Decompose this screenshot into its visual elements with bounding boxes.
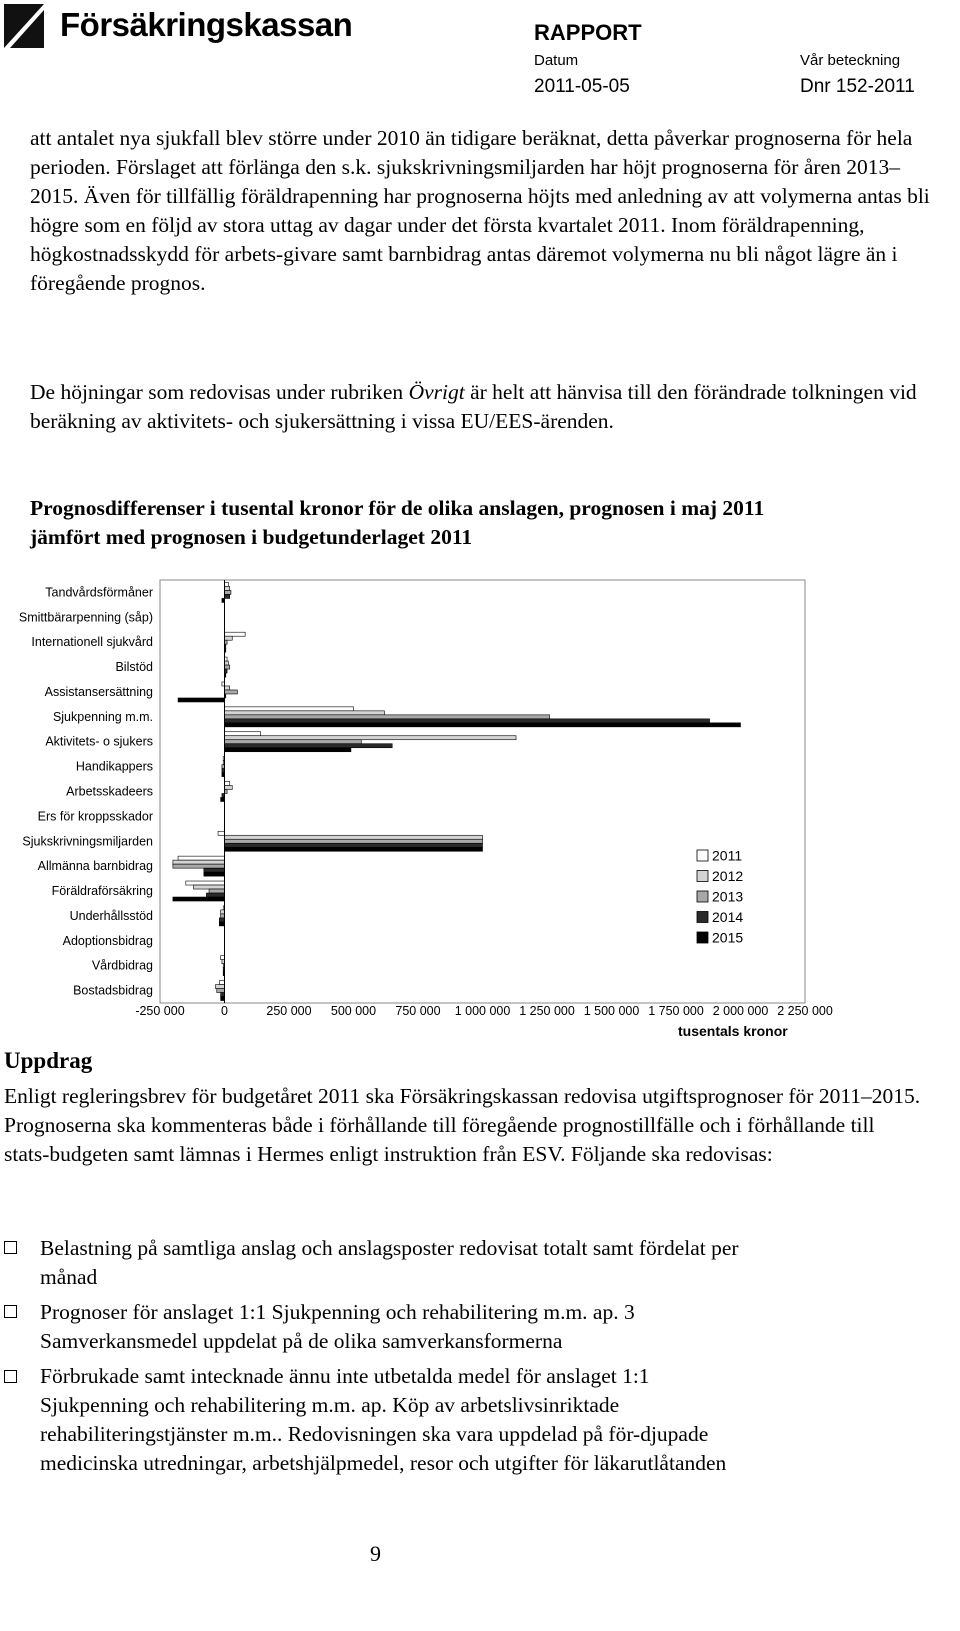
bar-2013 bbox=[225, 590, 231, 594]
bar-2014 bbox=[206, 893, 224, 897]
bar-2011 bbox=[178, 856, 224, 860]
legend-swatch-2012 bbox=[697, 871, 708, 882]
category-label: Allmänna barnbidrag bbox=[37, 859, 153, 874]
bar-2013 bbox=[217, 989, 225, 993]
category-label: Bostadsbidrag bbox=[73, 983, 153, 998]
bar-2013 bbox=[225, 839, 483, 843]
logo-text: Försäkringskassan bbox=[60, 6, 353, 43]
x-tick-label: -250 000 bbox=[135, 1004, 185, 1018]
bars bbox=[173, 582, 744, 1000]
x-tick-label: 1 750 000 bbox=[648, 1004, 704, 1018]
bullet-1-text: Belastning på samtliga anslag och anslagsposter redovisat totalt samt fördelat per månad bbox=[40, 1236, 739, 1289]
legend-label-2012: 2012 bbox=[712, 868, 744, 884]
bar-2013 bbox=[225, 690, 238, 694]
category-label: Adoptionsbidrag bbox=[62, 933, 153, 948]
x-tick-label: 0 bbox=[221, 1004, 228, 1018]
bar-2014 bbox=[225, 594, 230, 598]
legend-swatch-2014 bbox=[697, 912, 708, 923]
bar-2011 bbox=[225, 782, 230, 786]
bar-2011 bbox=[225, 582, 229, 586]
bar-2013 bbox=[209, 889, 224, 893]
x-axis-label: tusentals kronor bbox=[678, 1023, 788, 1039]
paragraph-ovrigt-emphasis: Övrigt bbox=[408, 380, 465, 404]
bar-2013 bbox=[225, 740, 362, 744]
bar-2011 bbox=[221, 956, 225, 960]
bar-2012 bbox=[225, 586, 230, 590]
bar-2011 bbox=[225, 732, 261, 736]
x-tick-label: 250 000 bbox=[266, 1004, 312, 1018]
bar-2012 bbox=[221, 910, 225, 914]
reference-value: Dnr 152-2011 bbox=[800, 76, 915, 97]
bar-2015 bbox=[204, 872, 225, 876]
page-number: 9 bbox=[370, 1541, 381, 1566]
legend-label-2013: 2013 bbox=[712, 888, 744, 905]
legend-label-2015: 2015 bbox=[712, 929, 744, 946]
bar-2012 bbox=[225, 786, 233, 790]
legend-swatch-2015 bbox=[697, 932, 708, 943]
bar-2014 bbox=[225, 719, 710, 723]
uppdrag-intro: Enligt regleringsbrev för budgetåret 2011 ska Försäkringskassan redovisa utgiftsprognoser för 2011–2015. Prognoserna ska kommenteras både i förhållande till föregående prognostillfälle och i förhållande till stats-budgeten samt lämnas i Hermes enligt instruktion från ESV. Följande ska redovisas: bbox=[4, 1084, 921, 1166]
legend-label-2011: 2011 bbox=[712, 847, 743, 864]
category-labels bbox=[19, 585, 153, 997]
forecast-difference-chart bbox=[0, 570, 960, 1040]
legend-swatch-2013 bbox=[697, 891, 708, 902]
bar-2014 bbox=[219, 918, 224, 922]
bar-2013 bbox=[225, 665, 230, 669]
bar-2015 bbox=[178, 698, 224, 702]
date-label: Datum bbox=[534, 52, 579, 69]
category-label: Tandvårdsförmåner bbox=[45, 585, 153, 600]
category-label: Assistansersättning bbox=[44, 684, 153, 699]
bar-2012 bbox=[225, 686, 230, 690]
bar-2012 bbox=[215, 985, 224, 989]
bar-2015 bbox=[225, 723, 741, 727]
bullet-3-checkbox-icon bbox=[4, 1370, 17, 1383]
bar-2014 bbox=[204, 868, 225, 872]
bullet-1-checkbox-icon bbox=[4, 1241, 17, 1254]
x-tick-label: 1 000 000 bbox=[454, 1004, 511, 1018]
category-label: Föräldraförsäkring bbox=[51, 884, 153, 899]
report-label: RAPPORT bbox=[534, 20, 642, 45]
bar-2014 bbox=[221, 993, 225, 997]
category-label: Ers för kroppsskador bbox=[37, 809, 153, 824]
legend-label-2014: 2014 bbox=[712, 909, 744, 925]
bar-2012 bbox=[173, 860, 225, 864]
bar-2013 bbox=[225, 715, 550, 719]
section-heading-uppdrag: Uppdrag bbox=[4, 1048, 93, 1073]
bar-2011 bbox=[225, 707, 354, 711]
bar-2015 bbox=[173, 897, 225, 901]
bar-2012 bbox=[225, 736, 517, 740]
bar-2011 bbox=[218, 831, 224, 835]
paragraph-forecast: att antalet nya sjukfall blev större under 2010 än tidigare beräknat, detta påverkar prognoserna för hela perioden. Förslaget att förlänga den s.k. sjukskrivningsmiljarden har höjt prognoserna för åren 2013–2015. Även för tillfällig föräldrapenning har prognoserna höjts med anledning av att volymerna antas bli högre som en följd av stora uttag av dagar under det första kvartalet 2011. Inom föräldrapenning, högkostnadsskydd för arbets-givare samt barnbidrag antas däremot volymerna nu bli något lägre än i föregående prognos. bbox=[30, 126, 930, 295]
bar-2015 bbox=[221, 997, 225, 1001]
category-label: Handikappers bbox=[75, 759, 153, 774]
bar-2014 bbox=[225, 744, 393, 748]
bar-2015 bbox=[225, 748, 351, 752]
chart-title: Prognosdifferenser i tusental kronor för de olika anslagen, prognosen i maj 2011 jämfört med prognosen i budgetunderlaget 2011 bbox=[30, 496, 765, 549]
bar-2012 bbox=[225, 835, 483, 839]
bar-2015 bbox=[225, 847, 483, 851]
paragraph-ovrigt-end: är helt att hänvisa till den förändrade tolkningen vid beräkning av aktivitets- och sjukersättning i vissa EU/EES-ärenden. bbox=[30, 380, 917, 433]
logo-mark-icon bbox=[4, 4, 44, 48]
bullet-3-text: Förbrukade samt intecknade ännu inte utbetalda medel för anslaget 1:1 Sjukpenning och rehabilitering m.m. ap. Köp av arbetslivsinriktade rehabiliteringstjänster m.m.. Redovisningen ska vara uppdelad på för-djupade medicinska utredningar, arbetshjälpmedel, resor och utgifter för läkarutlåtanden bbox=[40, 1364, 727, 1475]
bar-2013 bbox=[173, 864, 225, 868]
bar-2015 bbox=[219, 922, 224, 926]
x-tick-label: 2 000 000 bbox=[712, 1004, 769, 1018]
bar-2012 bbox=[194, 885, 225, 889]
legend bbox=[697, 848, 743, 946]
category-label: Sjukpenning m.m. bbox=[52, 709, 153, 724]
bar-2015 bbox=[221, 798, 225, 802]
paragraph-ovrigt-start: De höjningar som redovisas under rubriken bbox=[30, 380, 409, 404]
bullet-2-checkbox-icon bbox=[4, 1305, 17, 1318]
logo bbox=[4, 4, 364, 50]
x-tick-label: 1 250 000 bbox=[519, 1004, 575, 1018]
category-label: Bilstöd bbox=[115, 660, 153, 675]
date-value: 2011-05-05 bbox=[534, 76, 630, 97]
paragraph-ovrigt bbox=[30, 378, 940, 436]
reference-label: Vår beteckning bbox=[800, 52, 901, 69]
category-label: Vårdbidrag bbox=[91, 958, 153, 973]
bar-2013 bbox=[221, 914, 225, 918]
category-label: Sjukskrivningsmiljarden bbox=[22, 834, 153, 849]
bar-2012 bbox=[225, 636, 233, 640]
legend-swatch-2011 bbox=[697, 850, 708, 861]
x-tick-label: 500 000 bbox=[330, 1004, 377, 1018]
bar-2011 bbox=[225, 632, 246, 636]
category-label: Aktivitets- o sjukers bbox=[45, 734, 153, 749]
bar-2012 bbox=[225, 661, 229, 665]
bar-2011 bbox=[186, 881, 225, 885]
category-label: Internationell sjukvård bbox=[31, 635, 153, 650]
bar-2014 bbox=[225, 843, 483, 847]
category-label: Smittbärarpenning (såp) bbox=[18, 610, 153, 625]
x-tick-label: 750 000 bbox=[395, 1004, 441, 1018]
bar-2012 bbox=[225, 711, 385, 715]
category-label: Arbetsskadeers bbox=[66, 784, 153, 799]
category-label: Underhållsstöd bbox=[69, 908, 153, 923]
bullet-2-text: Prognoser för anslaget 1:1 Sjukpenning och rehabilitering m.m. ap. 3 Samverkansmedel uppdelat på de olika samverkansformerna bbox=[40, 1300, 635, 1353]
x-tick-label: 2 250 000 bbox=[777, 1004, 833, 1018]
x-tick-label: 1 500 000 bbox=[583, 1004, 640, 1018]
bar-2011 bbox=[219, 981, 224, 985]
x-tick-labels bbox=[135, 1004, 833, 1018]
